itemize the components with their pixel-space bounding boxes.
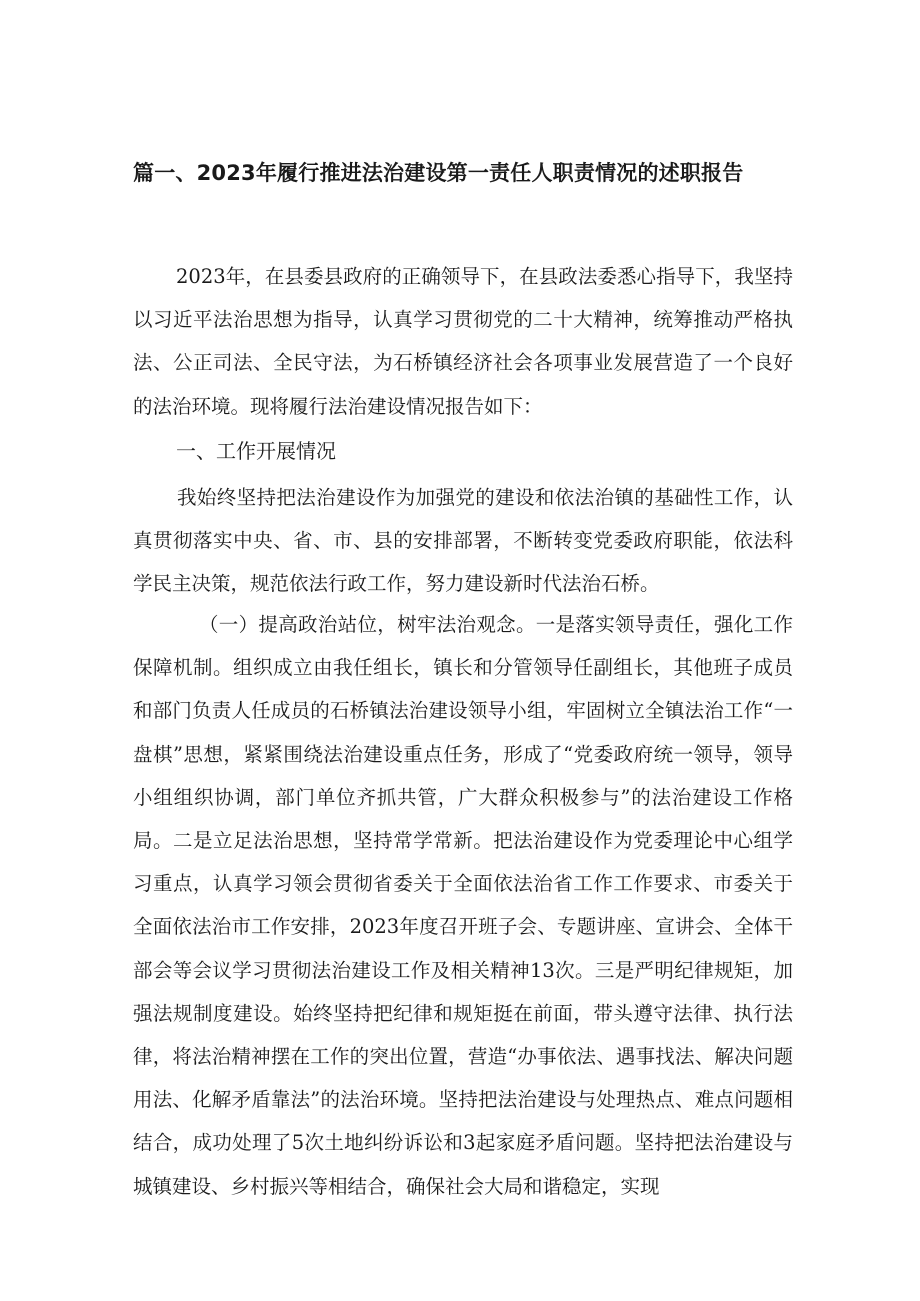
section-item-paragraph: （一）提高政治站位，树牢法治观念。一是落实领导责任，强化工作保障机制。组织成立由我任组长，镇长和分管领导任副组长，其他班子成员和部门负责人任成员的石桥镇法治建设领导小组，牢固树立全镇法治工作“一盘棋”思想，紧紧围绕法治建设重点任务，形成了“党委政府统一领导，领导小组组织协调，部门单位齐抓共管，广大群众积极参与”的法治建设工作格局。二是立足法治思想，坚持常学常新。把法治建设作为党委理论中心组学习重点，认真学习领会贯彻省委关于全面依法治省工作工作要求、市委关于全面依法治市工作安排，2023年度召开班子会、专题讲座、宣讲会、全体干部会等会议学习贯彻法治建设工作及相关精神13次。三是严明纪律规矩，加强法规制度建设。始终坚持把纪律和规矩挺在前面，带头遵守法律、执行法律，将法治精神摆在工作的突出位置，营造“办事依法、遇事找法、解决问题用法、化解矛盾靠法”的法治环境。坚持把法治建设与处理热点、难点问题相结合，成功处理了5次土地纠纷诉讼和3起家庭矛盾问题。坚持把法治建设与城镇建设、乡村振兴等相结合，确保社会大局和谐稳定，实现 — [133, 613, 793, 1198]
section-heading: 一、工作开展情况 — [176, 439, 336, 463]
intro-paragraph: 2023年，在县委县政府的正确领导下，在县政法委悉心指导下，我坚持以习近平法治思想为指导，认真学习贯彻党的二十大精神，统筹推动严格执法、公正司法、全民守法，为石桥镇经济社会各项事业发展营造了一个良好的法治环境。现将履行法治建设情况报告如下： — [133, 265, 793, 418]
section-intro-paragraph: 我始终坚持把法治建设作为加强党的建设和依法治镇的基础性工作，认真贯彻落实中央、省、市、县的安排部署，不断转变党委政府职能，依法科学民主决策，规范依法行政工作，努力建设新时代法治石桥。 — [133, 486, 793, 596]
document-title: 篇一、2023年履行推进法治建设第一责任人职责情况的述职报告 — [133, 161, 744, 185]
